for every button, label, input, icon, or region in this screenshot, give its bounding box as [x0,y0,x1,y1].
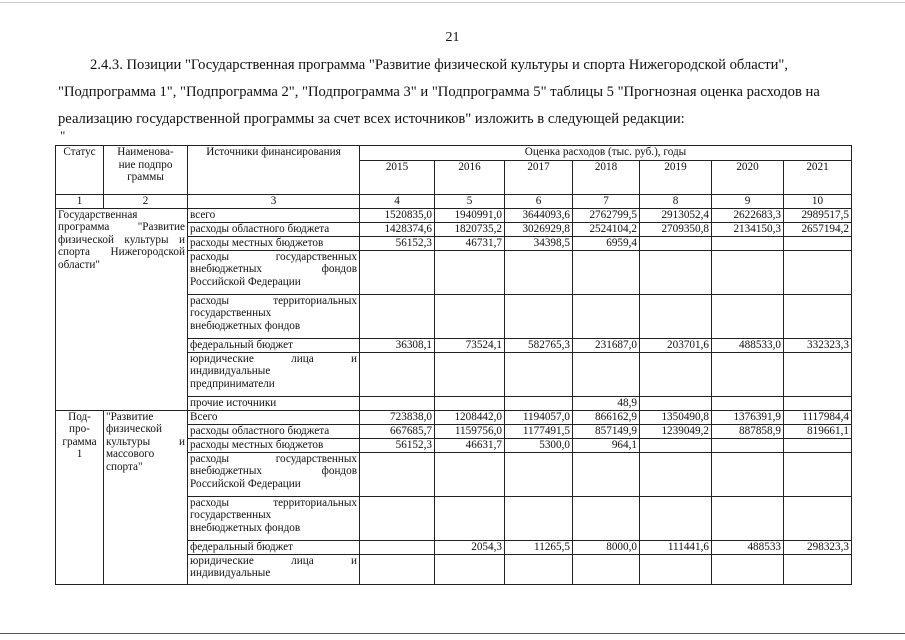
value-cell [640,396,712,410]
value-cell: 488533 [712,540,784,554]
column-number: 1 [56,195,104,209]
value-cell: 73524,1 [435,338,505,352]
value-cell [640,236,712,250]
value-cell: 11265,5 [505,540,573,554]
value-cell [573,250,640,294]
column-number-row [56,195,852,209]
value-cell [360,250,435,294]
header-year: 2017 [505,161,573,195]
value-cell [640,250,712,294]
value-cell [640,352,712,396]
source-cell: юридические лица и индивидуальные [188,554,360,584]
value-cell: 582765,3 [505,338,573,352]
header-year: 2018 [573,161,640,195]
value-cell [573,294,640,338]
value-cell [712,496,784,540]
value-cell: 1350490,8 [640,410,712,424]
column-number: 6 [505,195,573,209]
value-cell [640,438,712,452]
value-cell: 1208442,0 [435,410,505,424]
value-cell: 1117984,4 [784,410,852,424]
value-cell: 2524104,2 [573,222,640,236]
value-cell [505,496,573,540]
source-cell: расходы территориальных государственных внебюджетных фондов [188,496,360,540]
value-cell: 1428374,6 [360,222,435,236]
header-year: 2021 [784,161,852,195]
source-cell: расходы государственных внебюджетных фондов Российской Федерации [188,250,360,294]
value-cell: 203701,6 [640,338,712,352]
value-cell [640,452,712,496]
value-cell: 5300,0 [505,438,573,452]
value-cell [712,396,784,410]
value-cell: 1376391,9 [712,410,784,424]
source-cell: расходы областного бюджета [188,222,360,236]
value-cell: 231687,0 [573,338,640,352]
header-estimate: Оценка расходов (тыс. руб.), годы [360,146,852,161]
value-cell [435,554,505,584]
header-year: 2016 [435,161,505,195]
intro-paragraph [58,52,858,133]
value-cell: 2989517,5 [784,208,852,222]
value-cell [640,496,712,540]
value-cell [360,452,435,496]
value-cell [573,452,640,496]
block-subprogram-1 [56,410,852,584]
column-number: 2 [104,195,188,209]
value-cell: 488533,0 [712,338,784,352]
value-cell [573,352,640,396]
value-cell: 46631,7 [435,438,505,452]
header-year: 2019 [640,161,712,195]
value-cell: 887858,9 [712,424,784,438]
top-rule [0,2,905,3]
value-cell [640,294,712,338]
value-cell [505,452,573,496]
value-cell: 332323,3 [784,338,852,352]
value-cell [505,352,573,396]
value-cell: 723838,0 [360,410,435,424]
page-number: 21 [445,30,460,45]
value-cell [505,294,573,338]
source-cell: федеральный бюджет [188,540,360,554]
value-cell [784,352,852,396]
source-cell: расходы территориальных государственных внебюджетных фондов [188,294,360,338]
value-cell [784,250,852,294]
value-cell [712,294,784,338]
status-cell: Под- про- грамма 1 [56,410,104,584]
value-cell: 819661,1 [784,424,852,438]
status-program-name: Государственная программа "Развитие физической культуры и спорта Нижегородской области" [56,208,188,410]
value-cell [712,250,784,294]
value-cell [435,352,505,396]
value-cell [784,438,852,452]
value-cell: 2913052,4 [640,208,712,222]
block-state-program [56,208,852,410]
intro-line-1: 2.4.3. Позиции "Государственная программа "Развитие физической культуры и спорта Нижегородской области", [90,57,788,73]
value-cell [360,554,435,584]
value-cell: 2134150,3 [712,222,784,236]
value-cell: 667685,7 [360,424,435,438]
source-cell: расходы местных бюджетов [188,438,360,452]
subprogram-name: "Развитие физической культуры и массового спорта" [104,410,188,584]
value-cell: 1177491,5 [505,424,573,438]
value-cell [573,496,640,540]
column-number: 8 [640,195,712,209]
value-cell [573,554,640,584]
value-cell [360,396,435,410]
table-row [56,208,852,222]
value-cell: 3026929,8 [505,222,573,236]
value-cell [435,294,505,338]
header-name: Наименова- ние подпро граммы [104,146,188,195]
value-cell: 857149,9 [573,424,640,438]
value-cell: 2054,3 [435,540,505,554]
value-cell: 1239049,2 [640,424,712,438]
source-cell: юридические лица и индивидуальные предприниматели [188,352,360,396]
value-cell [435,250,505,294]
table-row [56,410,852,424]
value-cell [784,452,852,496]
value-cell [505,250,573,294]
value-cell [712,452,784,496]
value-cell: 1940991,0 [435,208,505,222]
source-cell: всего [188,208,360,222]
value-cell [360,540,435,554]
source-cell: федеральный бюджет [188,338,360,352]
value-cell: 1159756,0 [435,424,505,438]
value-cell: 1820735,2 [435,222,505,236]
value-cell [784,236,852,250]
value-cell: 6959,4 [573,236,640,250]
column-number: 4 [360,195,435,209]
source-cell: расходы государственных внебюджетных фондов Российской Федерации [188,452,360,496]
value-cell [712,236,784,250]
value-cell: 1194057,0 [505,410,573,424]
value-cell: 866162,9 [573,410,640,424]
value-cell [435,452,505,496]
value-cell [712,438,784,452]
source-cell: расходы областного бюджета [188,424,360,438]
value-cell [435,396,505,410]
value-cell [784,554,852,584]
value-cell: 298323,3 [784,540,852,554]
value-cell [712,554,784,584]
value-cell [784,496,852,540]
source-cell: расходы местных бюджетов [188,236,360,250]
column-number: 7 [573,195,640,209]
intro-line-2: "Подпрограмма 1", "Подпрограмма 2", "Подпрограмма 3" и "Подпрограмма 5" таблицы 5 "Прогнозная оценка расходов на [58,84,820,100]
value-cell: 2657194,2 [784,222,852,236]
value-cell: 56152,3 [360,438,435,452]
bottom-rule [0,633,905,634]
value-cell: 8000,0 [573,540,640,554]
value-cell [360,352,435,396]
value-cell [360,294,435,338]
value-cell: 46731,7 [435,236,505,250]
value-cell: 3644093,6 [505,208,573,222]
value-cell [505,554,573,584]
value-cell [784,294,852,338]
value-cell [360,496,435,540]
value-cell: 48,9 [573,396,640,410]
value-cell [505,396,573,410]
source-cell: Всего [188,410,360,424]
value-cell: 111441,6 [640,540,712,554]
value-cell [640,554,712,584]
value-cell: 1520835,0 [360,208,435,222]
value-cell [712,352,784,396]
opening-quote: " [60,128,66,143]
header-status: Статус [56,146,104,195]
header-year: 2020 [712,161,784,195]
intro-line-3: реализацию государственной программы за счет всех источников" изложить в следующей редакции: [58,111,685,127]
column-number: 9 [712,195,784,209]
source-cell: прочие источники [188,396,360,410]
value-cell: 36308,1 [360,338,435,352]
value-cell [435,496,505,540]
column-number: 5 [435,195,505,209]
column-number: 10 [784,195,852,209]
value-cell: 2709350,8 [640,222,712,236]
expenditure-table [55,145,852,585]
value-cell: 2622683,3 [712,208,784,222]
value-cell: 56152,3 [360,236,435,250]
header-source: Источники финансирования [188,146,360,195]
value-cell: 964,1 [573,438,640,452]
column-number: 3 [188,195,360,209]
value-cell [784,396,852,410]
header-year: 2015 [360,161,435,195]
value-cell: 34398,5 [505,236,573,250]
value-cell: 2762799,5 [573,208,640,222]
